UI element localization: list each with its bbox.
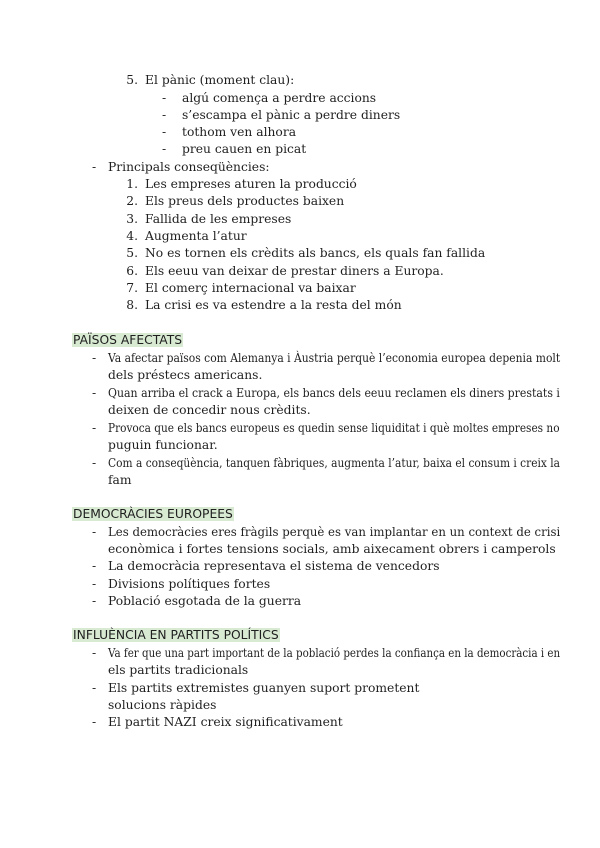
consequence-item: Fallida de les empreses [145,212,292,226]
panic-subitem: preu cauen en picat [182,142,307,156]
bullet-text: deixen de concedir nous crèdits. [108,403,311,417]
list-number: 6. [126,264,138,278]
consequence-item: Els preus dels productes baixen [145,194,345,208]
bullet-text: dels préstecs americans. [108,368,263,382]
section-heading: PAÏSOS AFECTATS [73,333,183,347]
list-number: 5. [126,246,138,260]
consequence-item: Les empreses aturen la producció [145,177,357,191]
bullet-dash: - [92,681,97,695]
list-number: 1. [126,177,138,191]
bullet-text: Va fer que una part important de la població perdes la confiança en la democràcia i en [108,646,561,660]
bullet-text: Provoca que els bancs europeus es quedin sense liquiditat i què moltes empreses no [108,421,560,435]
bullet-dash: - [92,421,97,435]
bullet-text: Quan arriba el crack a Europa, els bancs dels eeuu reclamen els diners prestats i [108,386,560,400]
list-number: 3. [126,212,138,226]
bullet-dash: - [92,525,97,539]
bullet-text: puguin funcionar. [108,438,218,452]
bullet-dash: - [92,715,97,729]
bullet-text: econòmica i fortes tensions socials, amb aixecament obrers i camperols [108,542,556,556]
bullet-dash: - [92,594,97,608]
bullet-dash: - [92,456,97,470]
bullet-dash: - [92,559,97,573]
section-heading: DEMOCRÀCIES EUROPEES [73,507,233,521]
bullet-text: Les democràcies eres fràgils perquè es van implantar en un context de crisi [108,525,561,539]
bullet-dash: - [92,386,97,400]
bullet-text: fam [108,473,132,487]
bullet-text: solucions ràpides [108,698,217,712]
consequence-item: Els eeuu van deixar de prestar diners a Europa. [145,264,444,278]
panic-subitem: tothom ven alhora [182,125,297,139]
bullet-dash: - [162,142,167,156]
consequence-item: El comerç internacional va baixar [145,281,356,295]
list-number: 8. [126,298,138,312]
list-number: 2. [126,194,138,208]
panic-subitem: algú comença a perdre accions [182,91,377,105]
bullet-text: els partits tradicionals [108,663,249,677]
consequence-item: Augmenta l’atur [145,229,247,243]
bullet-text: Com a conseqüència, tanquen fàbriques, augmenta l’atur, baixa el consum i creix la [108,456,560,470]
bullet-dash: - [92,160,97,174]
list-item-text: El pànic (moment clau): [145,73,295,87]
bullet-text: Els partits extremistes guanyen suport prometent [108,681,420,695]
bullet-text: La democràcia representava el sistema de vencedors [108,559,440,573]
bullet-text: Va afectar països com Alemanya i Àustria perquè l’economia europea depenia molt [108,351,561,365]
consequence-item: La crisi es va estendre a la resta del món [145,298,402,312]
list-number: 5. [126,73,138,87]
bullet-text: El partit NAZI creix significativament [108,715,343,729]
consequence-item: No es tornen els crèdits als bancs, els quals fan fallida [145,246,486,260]
bullet-dash: - [92,646,97,660]
consequences-title: Principals conseqüències: [108,160,270,174]
bullet-dash: - [92,351,97,365]
bullet-dash: - [162,125,167,139]
bullet-dash: - [92,577,97,591]
list-number: 7. [126,281,138,295]
bullet-dash: - [162,91,167,105]
bullet-text: Població esgotada de la guerra [108,594,302,608]
panic-subitem: s’escampa el pànic a perdre diners [182,108,401,122]
section-heading: INFLUÈNCIA EN PARTITS POLÍTICS [73,628,279,642]
bullet-text: Divisions polítiques fortes [108,577,271,591]
list-number: 4. [126,229,138,243]
bullet-dash: - [162,108,167,122]
